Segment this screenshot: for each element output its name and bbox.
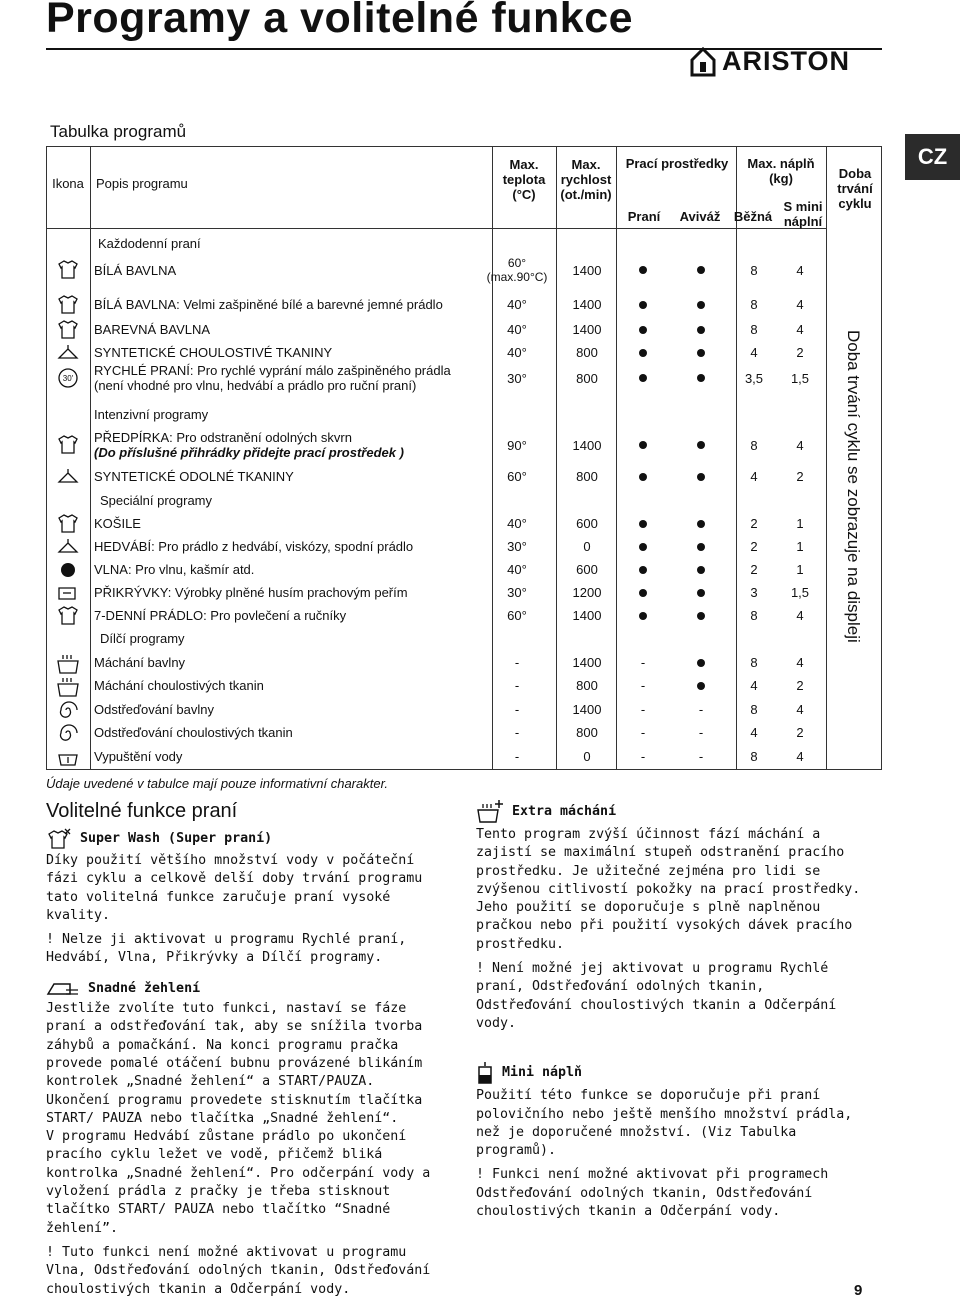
shirt-icon [56,250,80,290]
table-row [46,293,826,316]
table-row [46,465,826,488]
wash-detergent [624,535,662,558]
load-normal: 3 [750,585,758,600]
table-row [46,535,826,558]
max-temp: 60° [507,608,527,623]
load-mini: 2 [796,678,804,693]
shirt-collar-icon [56,512,80,535]
program-name: SYNTETICKÉ CHOULOSTIVÉ TKANINY [94,345,333,360]
wash-detergent: - [640,725,646,740]
table-row [46,512,826,535]
extra-rinse-heading: Extra máchání [476,800,868,824]
extra-rinse-icon [476,800,504,824]
max-speed: 1400 [572,655,602,670]
super-wash-note: ! Nelze ji aktivovat u programu Rychlé praní, Hedvábí, Vlna, Přikrývky a Dílčí programy. [46,932,407,966]
mini-load-text: Použití této funkce se doporučuje při praní polovičního nebo ještě menšího množství prádla, než je doporučené množství. (Viz Tabulka programů). [476,1088,853,1159]
table-row [46,698,826,721]
program-name: BÍLÁ BAVLNA: Velmi zašpiněné bílé a barevné jemné prádlo [94,297,443,312]
wash-detergent [624,558,662,581]
program-name: Vypuštění vody [94,749,183,764]
header-normal: Běžná [733,209,773,224]
load-normal: 8 [750,608,758,623]
softener [682,512,720,535]
language-tab: CZ [905,134,960,180]
spin-delicate-icon [56,721,80,744]
filled-dot [639,473,647,481]
table-footnote: Údaje uvedené v tabulce mají pouze informativní charakter. [46,776,389,791]
program-name: PŘEDPÍRKA: Pro odstranění odolných skvrn (Do příslušné přihrádky přidejte prací prostředek ) [94,430,404,460]
header-speed: Max. rychlost (ot./min) [560,157,612,202]
softener [682,465,720,488]
synthetic-icon [56,465,80,488]
softener [682,293,720,316]
softener [682,425,720,465]
load-mini: 1 [796,539,804,554]
max-temp: - [514,725,520,740]
filled-dot [697,566,705,574]
softener: - [698,702,704,717]
load-normal: 3,5 [744,370,764,386]
group-special: Speciální programy [100,493,212,508]
program-name: Odstřeďování choulostivých tkanin [94,725,293,740]
shirt-icon [56,293,80,316]
easy-iron-note: ! Tuto funkci není možné aktivovat u programu Vlna, Odstřeďování odolných tkanin, Odstřeďování choulostivých tkanin a Odčerpání vody. [46,1244,431,1297]
max-speed: 800 [576,725,598,740]
max-temp: 30° [507,585,527,600]
load-mini: 4 [796,297,804,312]
max-speed: 800 [576,345,598,360]
filled-dot [697,349,705,357]
filled-dot [639,374,647,382]
header-description: Popis programu [96,176,188,191]
drain-icon [56,745,80,768]
max-temp: 40° [507,322,527,337]
wash-detergent [624,581,662,604]
max-speed: 600 [576,562,598,577]
wash-detergent: - [640,655,646,670]
table-row [46,651,826,674]
easy-iron-silk: V programu Hedvábí zůstane prádlo po ukončení pracího cyklu ležet ve vodě, přičemž bliká kontrolka „Snadné žehlení“. Pro odčerpání vody a vyložení prádla z pračky je třeba stisknout tlačítko START/ PAUZA nebo tlačítko “Snadné žehlení”. [46,1129,431,1236]
duvet-icon [56,581,80,604]
max-temp: - [514,678,520,693]
table-row [46,745,826,768]
super-wash-text: Díky použití většího množství vody v počáteční fázi cyklu a celkově delší doby trvání programu tato volitelná funkce zaručuje praní vysoké kvality. [46,853,423,923]
table-row [46,425,826,465]
wash-detergent: - [640,749,646,764]
load-normal: 8 [750,749,758,764]
max-temp: 60° [507,469,527,484]
load-mini: 2 [796,345,804,360]
filled-dot [697,589,705,597]
filled-dot [697,612,705,620]
load-mini: 4 [796,262,804,278]
extra-rinse-text: Tento program zvýší účinnost fází máchání a zajistí se maximální stupeň odstranění pracího prostředku. Je užitečné zejména pro lidi se zvýšenou citlivostí pokožky na prací prostředky. Jeho použití se doporučuje s plně naplněnou pračkou nebo při použití vysokých dávek pracího prostředku. [476,827,861,952]
header-temp: Max. teplota (°C) [502,157,546,202]
max-speed: 0 [583,539,591,554]
table-row [46,250,826,290]
wash-detergent [624,250,662,290]
rinse-icon [56,651,80,674]
colored-shirt-icon [56,318,80,341]
filled-dot [639,589,647,597]
quick-30-icon [56,358,80,398]
filled-dot [697,326,705,334]
program-name: SYNTETICKÉ ODOLNÉ TKANINY [94,469,294,484]
max-temp: 40° [507,516,527,531]
max-speed: 600 [576,516,598,531]
header-icon: Ikona [52,176,84,191]
filled-dot [639,349,647,357]
wash-detergent [624,318,662,341]
wash-detergent [624,293,662,316]
load-mini: 2 [796,725,804,740]
load-mini: 4 [796,702,804,717]
softener: - [698,725,704,740]
table-row [46,358,826,398]
table-row [46,581,826,604]
prewash-icon [56,425,80,465]
max-speed: 1400 [572,322,602,337]
softener [682,358,720,398]
program-name: PŘIKRÝVKY: Výrobky plněné husím prachovým peřím [94,585,408,600]
brand-logo [690,46,850,77]
program-name: KOŠILE [94,516,141,531]
program-name: RYCHLÉ PRANÍ: Pro rychlé vyprání málo zašpiněného prádla (není vhodné pro vlnu, hedvábí a prádlo pro ruční praní) [94,363,451,393]
section-title: Tabulka programů [50,122,187,141]
wash-detergent [624,512,662,535]
program-name: BAREVNÁ BAVLNA [94,322,211,337]
easy-iron-heading: Snadné žehlení [46,980,446,998]
program-name: VLNA: Pro vlnu, kašmír atd. [94,562,255,577]
load-normal: 8 [750,437,758,453]
wash-detergent [624,358,662,398]
header-wash: Praní [627,209,661,224]
max-temp: 90° [507,437,527,453]
svg-text:30': 30' [62,374,74,383]
header-softener: Aviváž [679,209,721,224]
load-normal: 4 [750,678,758,693]
load-mini: 1,5 [790,585,810,600]
load-normal: 4 [750,725,758,740]
program-name: BÍLÁ BAVLNA [94,262,177,278]
filled-dot [697,266,705,274]
table-row [46,721,826,744]
load-mini: 4 [796,655,804,670]
load-normal: 2 [750,562,758,577]
silk-icon [56,535,80,558]
filled-dot [639,266,647,274]
filled-dot [697,441,705,449]
header-detergents: Prací prostředky [625,156,729,171]
super-wash-icon [46,828,72,850]
spin-icon [56,698,80,721]
load-normal: 4 [750,469,758,484]
program-name: HEDVÁBÍ: Pro prádlo z hedvábí, viskózy, spodní prádlo [94,539,414,554]
max-speed: 1400 [572,608,602,623]
load-normal: 2 [750,539,758,554]
max-speed: 1400 [572,262,602,278]
max-speed: 1200 [572,585,602,600]
wash-detergent: - [640,678,646,693]
max-speed: 1400 [572,297,602,312]
options-right-column [476,800,868,1227]
header-load: Max. náplň (kg) [747,156,815,186]
filled-dot [697,473,705,481]
filled-dot [639,441,647,449]
wash-detergent [624,425,662,465]
filled-dot [639,301,647,309]
wash-detergent [624,604,662,627]
load-normal: 8 [750,262,758,278]
page-number: 9 [854,1282,863,1299]
max-speed: 800 [576,678,598,693]
load-normal: 8 [750,322,758,337]
max-temp: - [514,749,520,764]
page-title: Programy a volitelné funkce [46,0,634,42]
filled-dot [697,301,705,309]
table-row [46,318,826,341]
max-temp: 40° [507,345,527,360]
wool-icon [56,558,80,581]
softener [682,318,720,341]
table-row [46,558,826,581]
softener [682,558,720,581]
max-speed: 0 [583,749,591,764]
filled-dot [639,612,647,620]
table-row [46,604,826,627]
program-name: Máchání bavlny [94,655,186,670]
rinse-delicate-icon [56,674,80,697]
max-temp: - [514,702,520,717]
easy-iron-text: Jestliže zvolíte tuto funkci, nastaví se fáze praní a odstřeďování tak, aby se snížila tvorba záhybů a pomačkání. Na konci programu pračka provede pomalé otáčení bubnu provázené blikáním kontrolek „Snadné žehlení“ a START/PAUZA. Ukončení programu provedete stisknutím tlačítka START/ PAUZA nebo tlačítka „Snadné žehlení“. [46,1001,423,1126]
max-speed: 1400 [572,702,602,717]
softener [682,604,720,627]
table-row [46,674,826,697]
load-mini: 4 [796,608,804,623]
filled-dot [697,543,705,551]
mini-load-heading: Mini náplň [476,1061,868,1085]
max-speed: 1400 [572,437,602,453]
max-temp: - [514,655,520,670]
wash-detergent: - [640,702,646,717]
extra-rinse-note: ! Není možné jej aktivovat u programu Rychlé praní, Odstřeďování odolných tkanin, Odstřeďování choulostivých tkanin a Odčerpání vody. [476,961,837,1031]
max-temp: 40° [507,562,527,577]
load-normal: 4 [750,345,758,360]
header-duration: Doba trvání cyklu [837,166,873,211]
softener [682,651,720,674]
svg-text:Doba trvání cyklu se zobrazuje: Doba trvání cyklu se zobrazuje na displeji [844,330,863,643]
mini-load-note: ! Funkci není možné aktivovat při programech Odstřeďování odolných tkanin, Odstřeďování choulostivých tkanin a Odčerpání vody. [476,1167,829,1220]
filled-dot [697,682,705,690]
seven-day-icon [56,604,80,627]
filled-dot [697,659,705,667]
max-temp: 60° (max.90°C) [486,256,548,284]
filled-dot [639,326,647,334]
max-temp: 40° [507,297,527,312]
options-left-column [46,828,446,1305]
load-mini: 1,5 [790,370,810,386]
load-mini: 4 [796,322,804,337]
softener [682,674,720,697]
load-normal: 8 [750,702,758,717]
max-speed: 800 [576,469,598,484]
group-intensive: Intenzivní programy [94,407,209,422]
super-wash-heading: Super Wash (Super praní) [46,828,446,850]
filled-dot [697,520,705,528]
load-mini: 4 [796,749,804,764]
softener: - [698,749,704,764]
max-speed: 800 [576,370,598,386]
load-normal: 2 [750,516,758,531]
softener [682,535,720,558]
max-temp: 30° [507,370,527,386]
options-heading: Volitelné funkce praní [46,800,238,822]
softener [682,250,720,290]
group-daily: Každodenní praní [98,236,201,251]
filled-dot [697,374,705,382]
filled-dot [639,566,647,574]
header-mini: S mini náplní [783,199,823,229]
load-mini: 2 [796,469,804,484]
load-normal: 8 [750,655,758,670]
duration-note [838,330,874,690]
brand-name: ARISTON [722,46,851,76]
iron-icon [46,980,80,998]
house-logo-icon [690,47,716,77]
wash-detergent [624,465,662,488]
load-mini: 4 [796,437,804,453]
program-name: 7-DENNÍ PRÁDLO: Pro povlečení a ručníky [94,608,347,623]
program-name: Máchání choulostivých tkanin [94,678,264,693]
mini-load-icon [476,1061,494,1085]
load-mini: 1 [796,562,804,577]
load-mini: 1 [796,516,804,531]
program-name: Odstřeďování bavlny [94,702,214,717]
softener [682,581,720,604]
load-normal: 8 [750,297,758,312]
max-temp: 30° [507,539,527,554]
filled-dot [639,543,647,551]
filled-dot [639,520,647,528]
group-partial: Dílčí programy [100,631,185,646]
